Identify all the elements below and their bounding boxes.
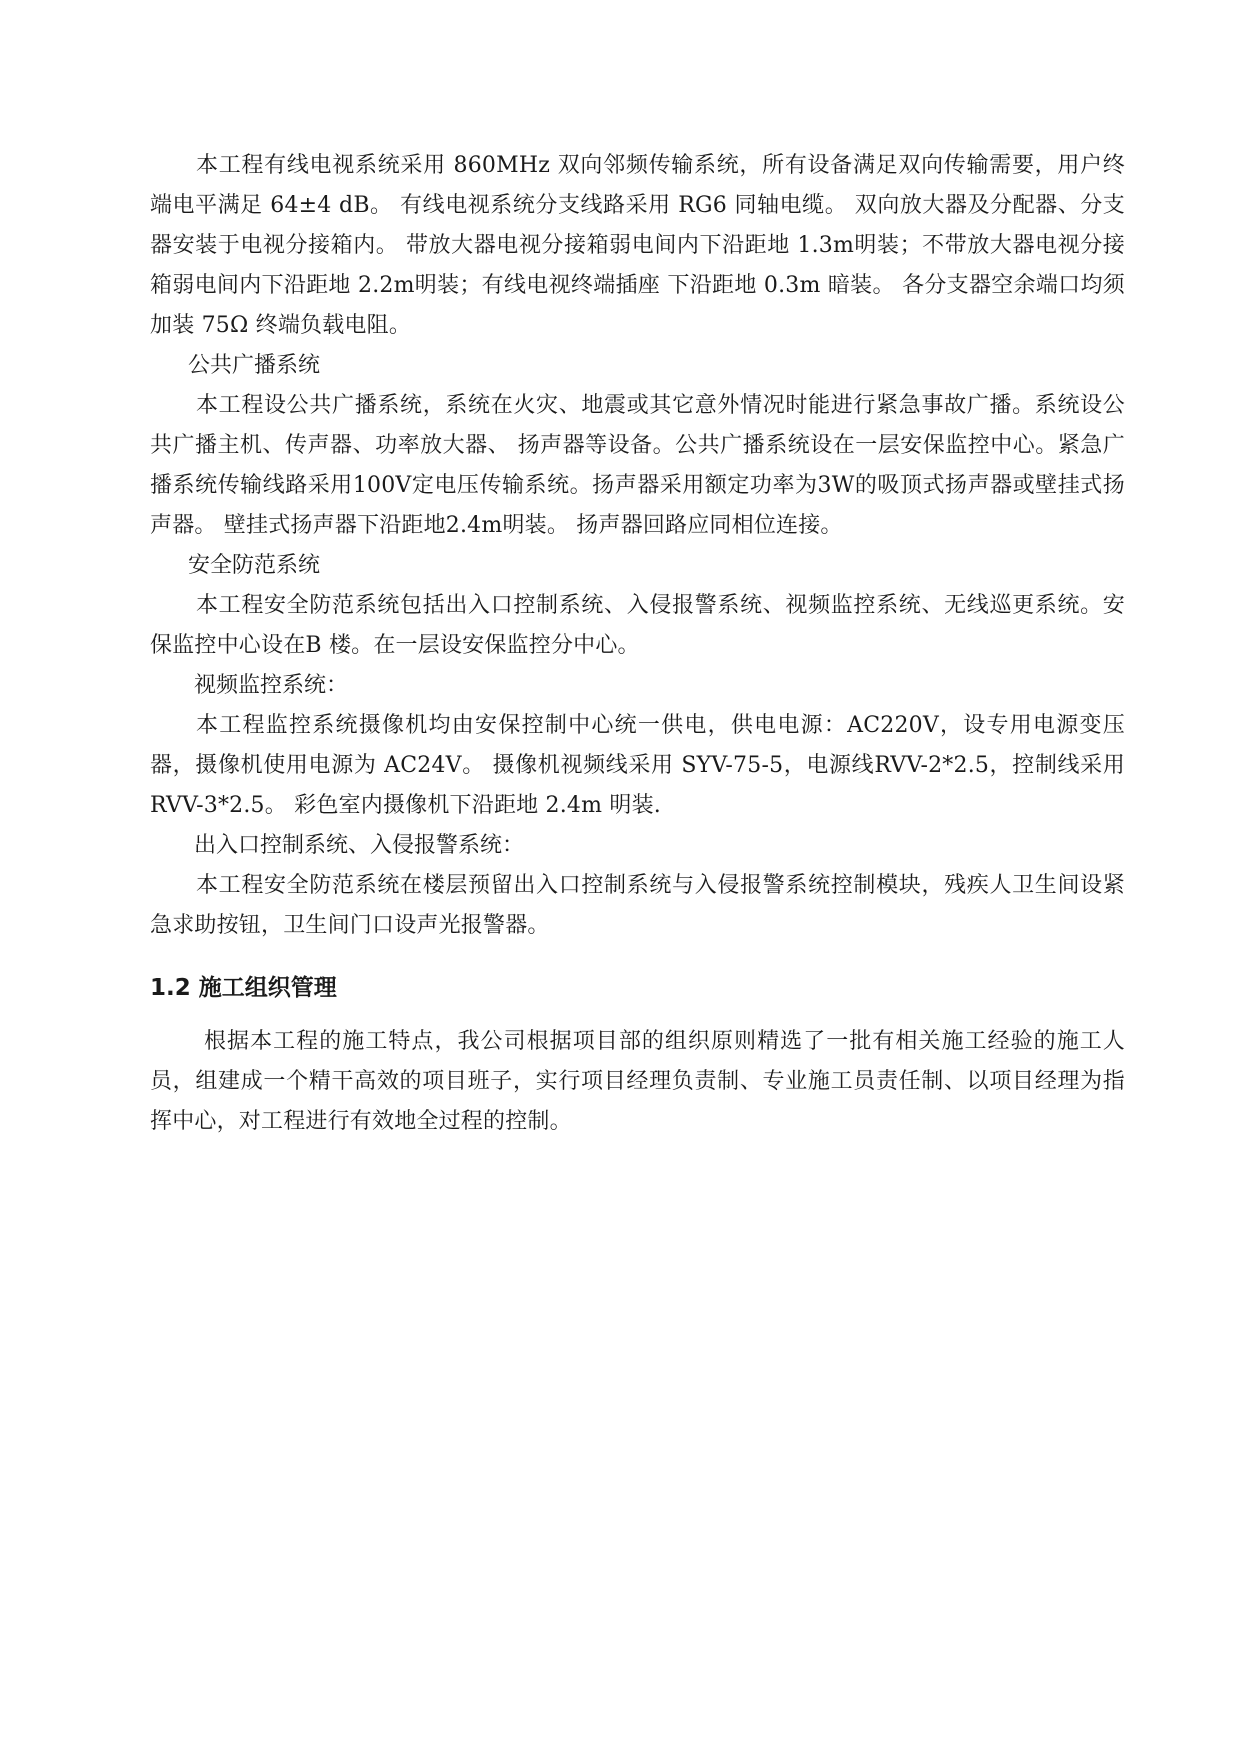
cable-tv-paragraph: 本工程有线电视系统采用 860MHz 双向邻频传输系统，所有设备满足双向传输需要，用户终端电平满足 64±4 dB。 有线电视系统分支线路采用 RG6 同轴电缆。 双向放大器及分配器、分支器安装于电视分接箱内。 带放大器电视分接箱弱电间内下沿距地 1.3m明装；不带放大器电视分接箱弱电间内下沿距地 2.2m明装；有线电视终端插座 下沿距地 0.3m 暗装。 各分支器空余端口均须加装 75Ω 终端负载电阻。 [150, 153, 1125, 338]
security-subheading: 安全防范系统 [188, 553, 321, 578]
video-surveillance-paragraph: 本工程监控系统摄像机均由安保控制中心统一供电，供电电源：AC220V，设专用电源变压器，摄像机使用电源为 AC24V。 摄像机视频线采用 SYV-75-5，电源线RVV-2*2.5，控制线采用 RVV-3*2.5。 彩色室内摄像机下沿距地 2.4m 明装. [150, 713, 1125, 818]
document-body [150, 146, 1125, 1142]
broadcast-subheading: 公共广播系统 [188, 353, 321, 378]
section-title: 1.2 施工组织管理 [150, 975, 337, 1001]
access-control-paragraph: 本工程安全防范系统在楼层预留出入口控制系统与入侵报警系统控制模块，残疾人卫生间设紧急求助按钮，卫生间门口设声光报警器。 [150, 873, 1125, 938]
access-control-subheading: 出入口控制系统、入侵报警系统： [194, 833, 525, 858]
construction-management-paragraph: 根据本工程的施工特点，我公司根据项目部的组织原则精选了一批有相关施工经验的施工人员，组建成一个精干高效的项目班子，实行项目经理负责制、专业施工员责任制、以项目经理为指挥中心，对工程进行有效地全过程的控制。 [150, 1029, 1125, 1134]
broadcast-paragraph: 本工程设公共广播系统，系统在火灾、地震或其它意外情况时能进行紧急事故广播。系统设公共广播主机、传声器、功率放大器、 扬声器等设备。公共广播系统设在一层安保监控中心。紧急广播系统传输线路采用100V定电压传输系统。扬声器采用额定功率为3W的吸顶式扬声器或壁挂式扬声器。 壁挂式扬声器下沿距地2.4m明装。 扬声器回路应同相位连接。 [150, 393, 1125, 538]
video-surveillance-subheading: 视频监控系统： [194, 673, 349, 698]
security-paragraph: 本工程安全防范系统包括出入口控制系统、入侵报警系统、视频监控系统、无线巡更系统。安保监控中心设在B 楼。在一层设安保监控分中心。 [150, 593, 1125, 658]
